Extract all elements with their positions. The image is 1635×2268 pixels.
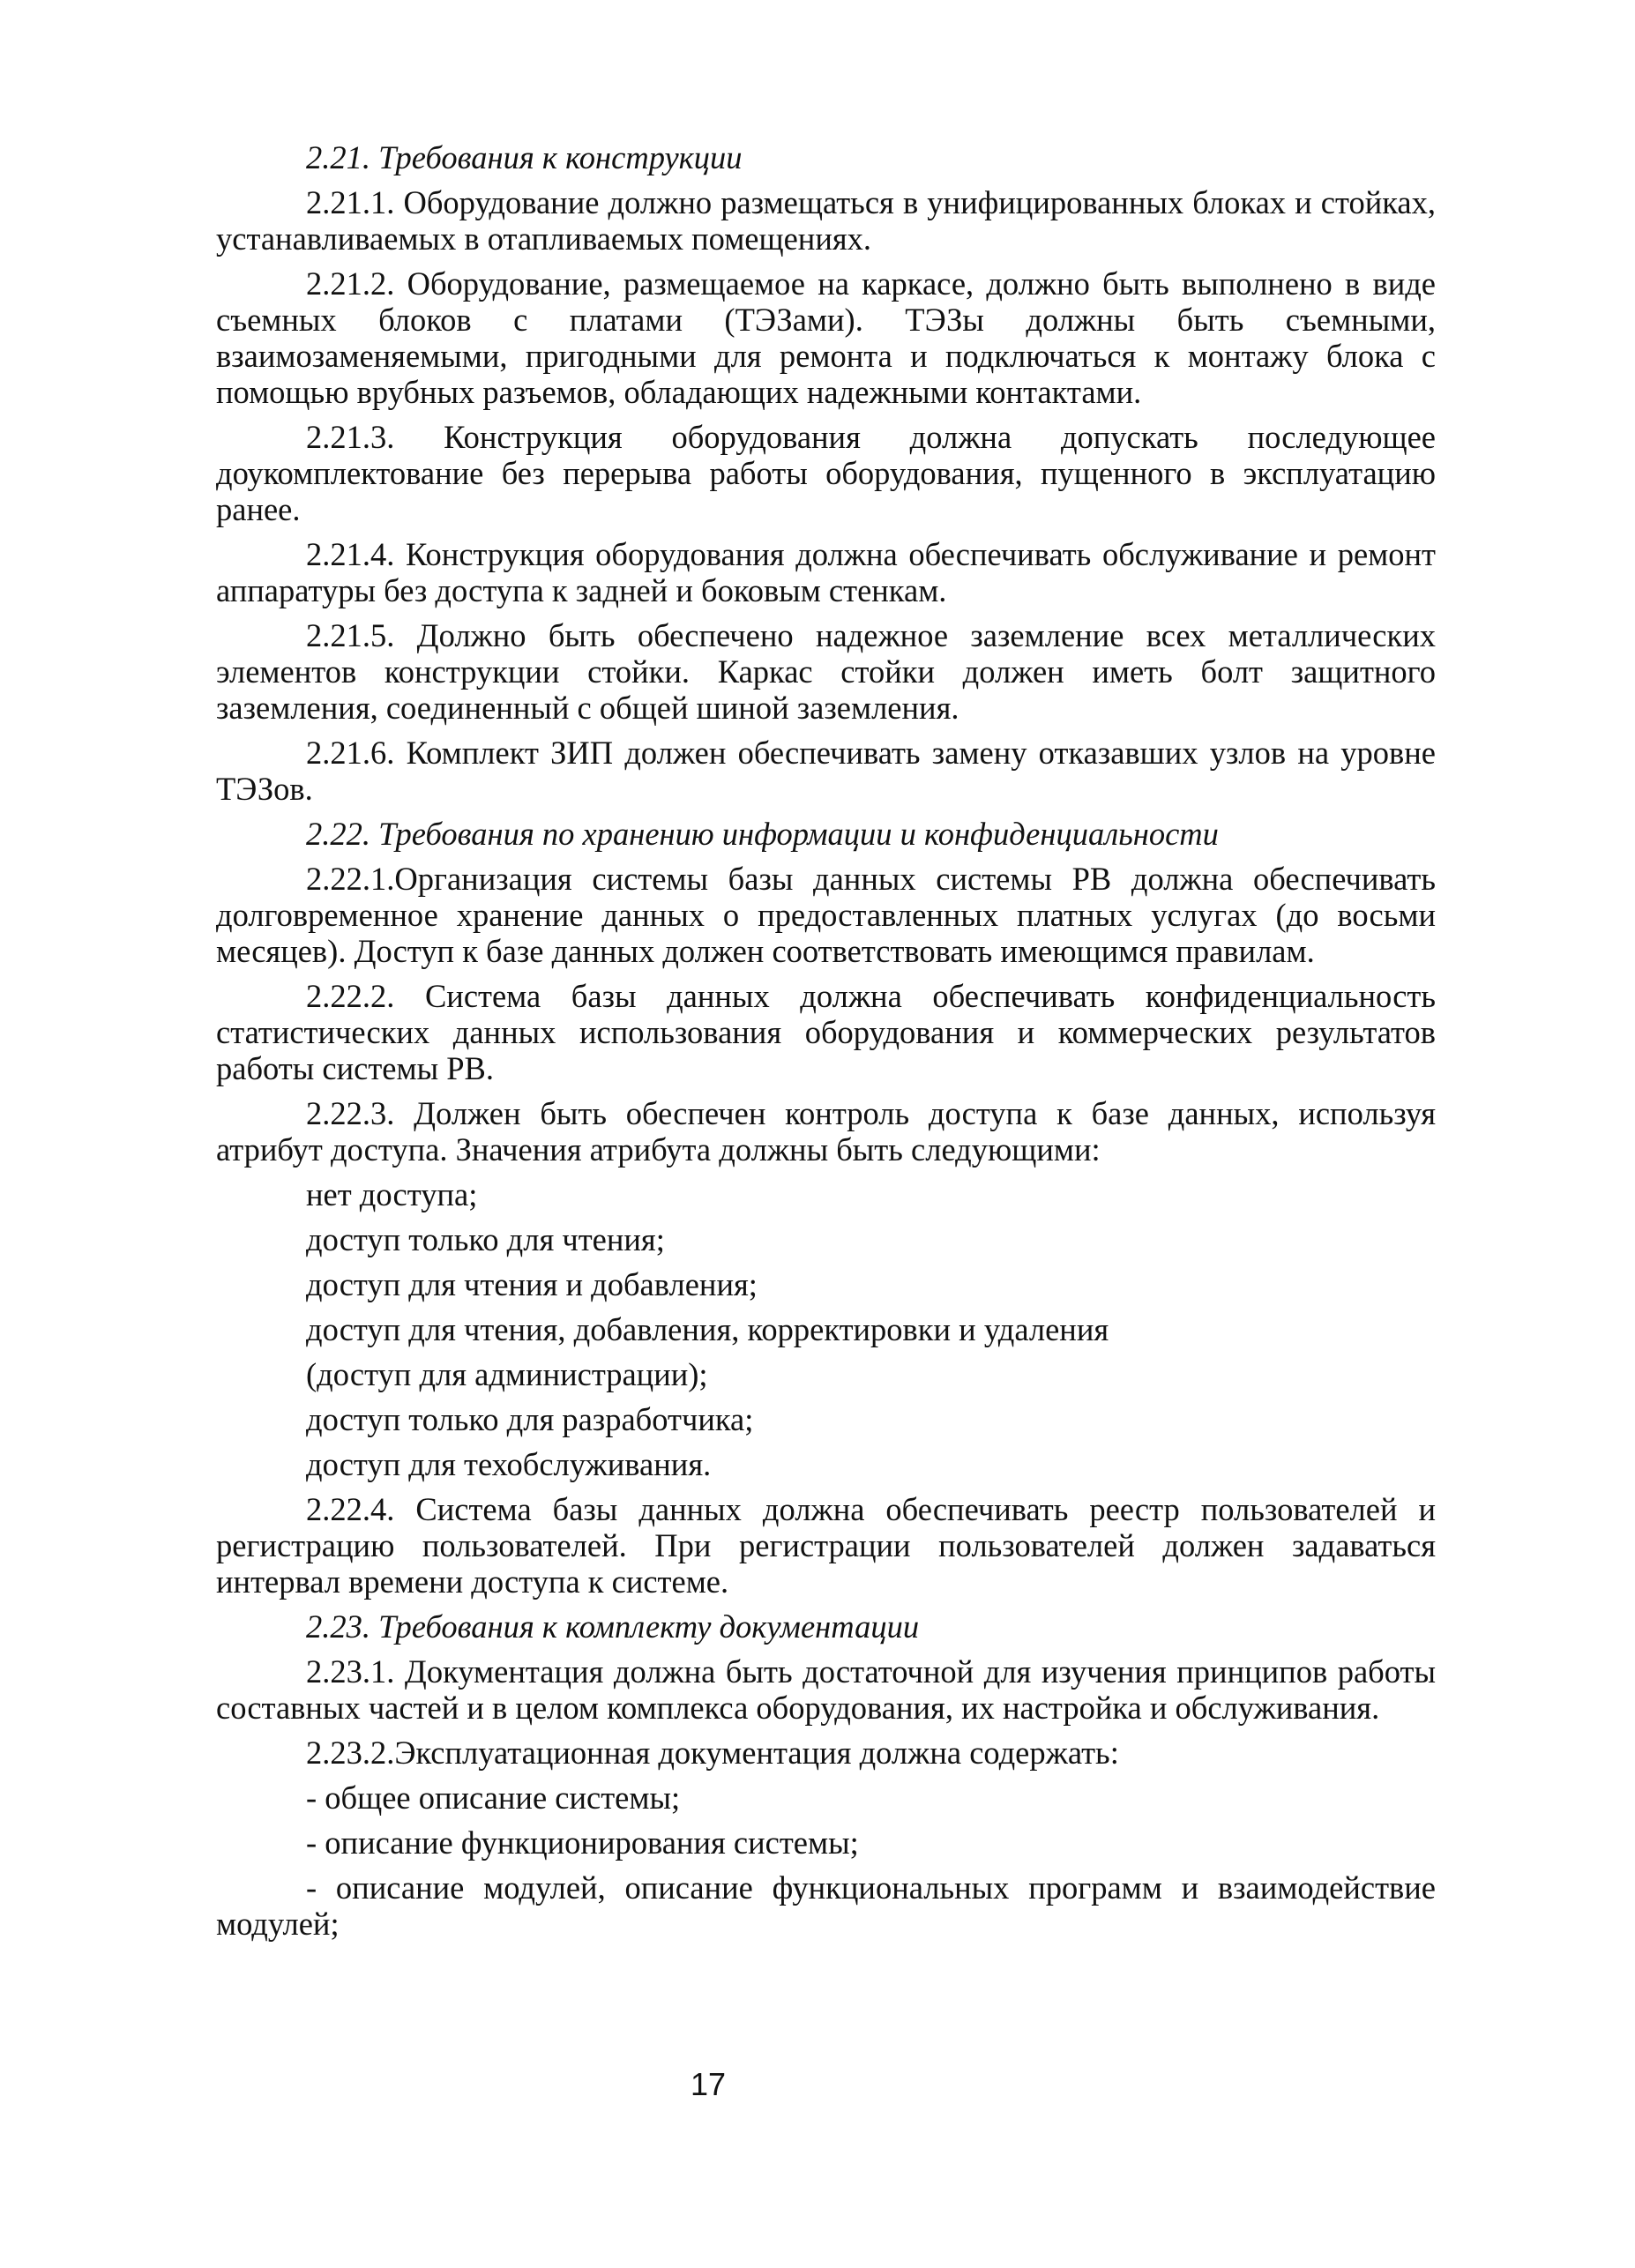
dash-item-functioning-description: - описание функционирования системы; [306,1824,859,1861]
dash-item-modules-description: - описание модулей, описание функциональных программ и взаимодействие модулей; [216,1869,1436,1942]
paragraph-2-22-3: 2.22.3. Должен быть обеспечен контроль доступа к базе данных, используя атрибут доступа. Значения атрибута должны быть следующими: [216,1095,1436,1168]
paragraph-2-22-2: 2.22.2. Система базы данных должна обеспечивать конфиденциальность статистических данных использования оборудования и коммерческих результатов работы системы РВ. [216,978,1436,1086]
paragraph-2-23-1: 2.23.1. Документация должна быть достаточной для изучения принципов работы составных частей и в целом комплекса оборудования, их настройка и обслуживания. [216,1653,1436,1726]
document-body [216,139,1436,1951]
section-heading-2-21: 2.21. Требования к конструкции [306,139,743,175]
paragraph-2-21-2: 2.21.2. Оборудование, размещаемое на каркасе, должно быть выполнено в виде съемных блоков с платами (ТЭЗами). ТЭЗы должны быть съемными, взаимозаменяемыми, пригодными для ремонта и подключаться к монтажу блока с помощью врубных разъемов, обладающих надежными контактами. [216,265,1436,410]
dash-item-general-description: - общее описание системы; [306,1779,681,1816]
page-number: 17 [690,2066,727,2102]
list-item-access-read-add: доступ для чтения и добавления; [306,1266,758,1302]
list-item-access-none: нет доступа; [306,1176,478,1212]
paragraph-2-21-5: 2.21.5. Должно быть обеспечено надежное заземление всех металлических элементов конструкции стойки. Каркас стойки должен иметь болт защитного заземления, соединенный с общей шиной заземления. [216,617,1436,726]
paragraph-2-22-4: 2.22.4. Система базы данных должна обеспечивать реестр пользователей и регистрацию пользователей. При регистрации пользователей должен задаваться интервал времени доступа к системе. [216,1491,1436,1600]
list-item-access-admin-note: (доступ для администрации); [306,1356,708,1392]
paragraph-2-22-1: 2.22.1.Организация системы базы данных системы РВ должна обеспечивать долговременное хранение данных о предоставленных платных услугах (до восьми месяцев). Доступ к базе данных должен соответствовать имеющимся правилам. [216,861,1436,969]
paragraph-2-23-2: 2.23.2.Эксплуатационная документация должна содержать: [306,1735,1119,1771]
list-item-access-developer: доступ только для разработчика; [306,1401,754,1437]
section-heading-2-22: 2.22. Требования по хранению информации и конфиденциальности [306,816,1219,852]
paragraph-2-21-4: 2.21.4. Конструкция оборудования должна обеспечивать обслуживание и ремонт аппаратуры без доступа к задней и боковым стенкам. [216,536,1436,608]
section-heading-2-23: 2.23. Требования к комплекту документации [306,1608,920,1645]
list-item-access-read: доступ только для чтения; [306,1221,665,1257]
paragraph-2-21-6: 2.21.6. Комплект ЗИП должен обеспечивать замену отказавших узлов на уровне ТЭЗов. [216,735,1436,807]
paragraph-2-21-3: 2.21.3. Конструкция оборудования должна допускать последующее доукомплектование без перерыва работы оборудования, пущенного в эксплуатацию ранее. [216,419,1436,527]
list-item-access-full: доступ для чтения, добавления, корректировки и удаления [306,1311,1109,1347]
paragraph-2-21-1: 2.21.1. Оборудование должно размещаться в унифицированных блоках и стойках, устанавливаемых в отапливаемых помещениях. [216,184,1436,257]
list-item-access-maintenance: доступ для техобслуживания. [306,1446,712,1482]
